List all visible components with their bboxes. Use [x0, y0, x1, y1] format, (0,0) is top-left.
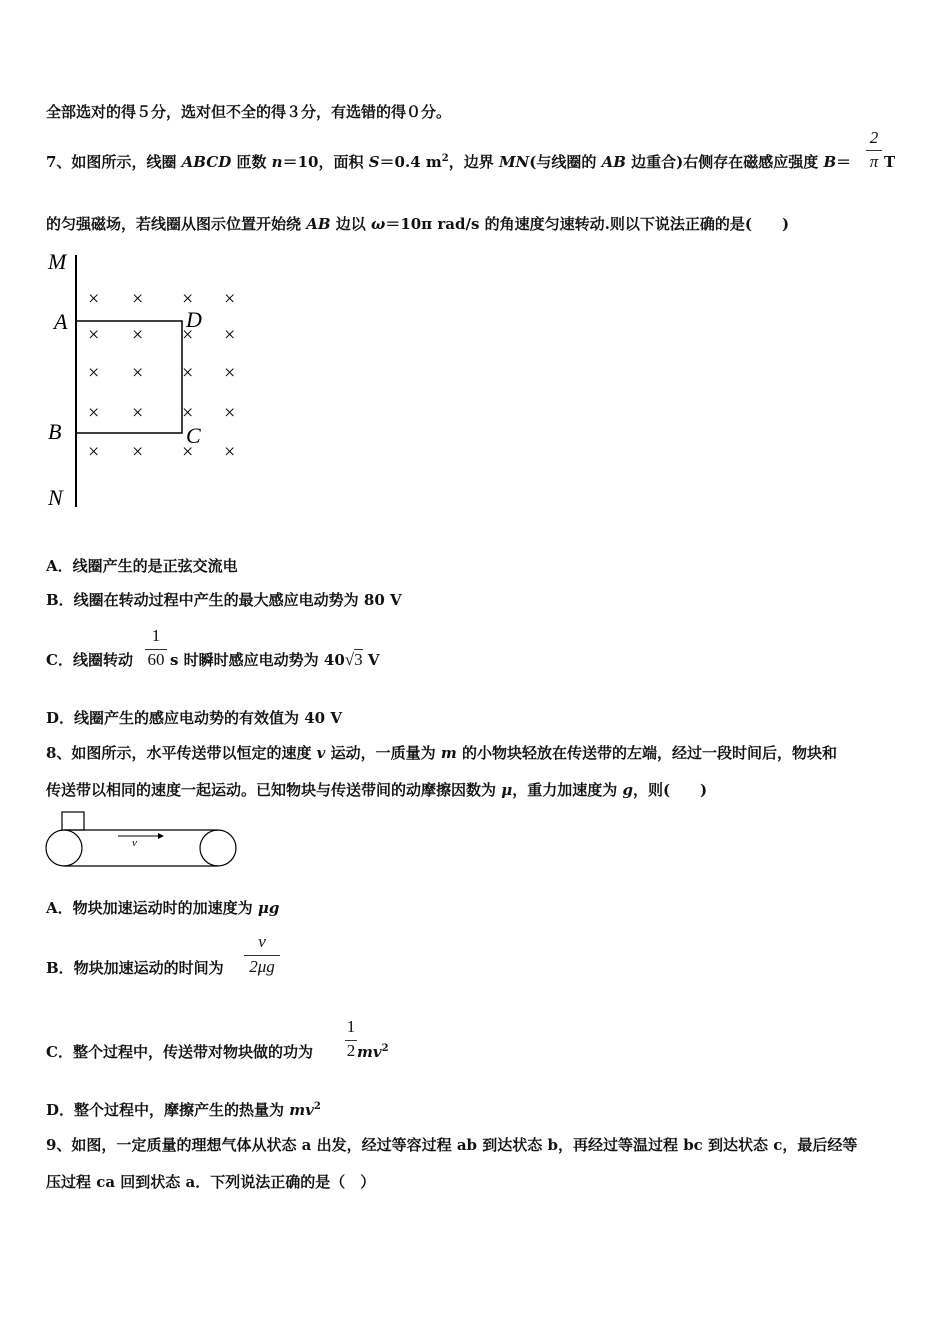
instructions-text: 全部选对的得５分，选对但不全的得３分，有选错的得０分。	[46, 103, 452, 121]
q7-stem-line1: 7、如图所示，线圈 ABCD 匝数 n＝10，面积 S＝0.4 $m^2$，边界 MN(与线圈的 AB 边重合)右侧存在磁感应强度 B＝	[46, 153, 852, 171]
field-cross: ×	[132, 402, 144, 424]
q7-option-c-start: C．线圈转动	[46, 651, 133, 669]
q8-conveyor-figure	[40, 808, 245, 870]
field-cross: ×	[182, 362, 194, 384]
q8-option-b-start: B．物块加速运动的时间为	[46, 959, 224, 977]
field-cross: ×	[132, 288, 144, 310]
field-cross: ×	[224, 362, 236, 384]
label-d: D	[186, 307, 202, 332]
velocity-arrowhead	[158, 833, 164, 839]
right-roller	[200, 830, 236, 866]
field-cross: ×	[88, 324, 100, 346]
q8-stem-line1: 8、如图所示，水平传送带以恒定的速度 v 运动，一质量为 m 的小物块轻放在传送带的左端，经过一段时间后，物块和	[46, 744, 837, 762]
q7-coil-figure	[40, 245, 260, 515]
q8-option-a: A．物块加速运动时的加速度为 μg	[46, 899, 280, 917]
q9-stem-line2: 压过程 ca 回到状态 a．下列说法正确的是（ ）	[46, 1173, 376, 1191]
q7-option-b: B．线圈在转动过程中产生的最大感应电动势为 80 V	[46, 591, 402, 609]
q7-option-a: A．线圈产生的是正弦交流电	[46, 557, 238, 575]
q7-stem-line2: 的匀强磁场，若线圈从图示位置开始绕 AB 边以 ω＝10π rad/s 的角速度匀速转动.则以下说法正确的是( )	[46, 215, 790, 233]
magnetic-field-crosses	[88, 288, 235, 463]
label-m: M	[48, 249, 67, 274]
label-c: C	[186, 423, 201, 448]
q8-stem-line2: 传送带以相同的速度一起运动。已知物块与传送带间的动摩擦因数为 μ，重力加速度为 g，则( )	[46, 781, 708, 799]
block	[62, 812, 84, 830]
q7-unit-tesla: T	[884, 153, 896, 171]
sqrt-symbol: √	[344, 650, 355, 669]
field-cross: ×	[224, 441, 236, 463]
field-cross: ×	[224, 288, 236, 310]
left-roller	[46, 830, 82, 866]
q7-fraction-2-over-pi: 2 π	[866, 128, 882, 174]
q9-stem-line1: 9、如图，一定质量的理想气体从状态 a 出发，经过等容过程 ab 到达状态 b，再经过等温过程 bc 到达状态 c，最后经等	[46, 1136, 858, 1154]
field-cross: ×	[132, 441, 144, 463]
label-b: B	[48, 419, 62, 444]
velocity-label: v	[132, 837, 137, 849]
field-cross: ×	[88, 402, 100, 424]
field-cross: ×	[224, 324, 236, 346]
q8-fraction-one-half: 1 2	[346, 1017, 356, 1060]
q7-option-d: D．线圈产生的感应电动势的有效值为 40 V	[46, 709, 342, 727]
field-cross: ×	[182, 324, 194, 346]
field-cross: ×	[182, 441, 194, 463]
q7-fraction-1-over-60: 1 60	[145, 626, 167, 674]
label-n: N	[48, 485, 63, 510]
q8-fraction-v-over-2mug: v 2μg	[244, 932, 280, 982]
q8-option-d: D．整个过程中，摩擦产生的热量为 $mv^2$	[46, 1101, 321, 1119]
field-cross: ×	[182, 402, 194, 424]
field-cross: ×	[88, 362, 100, 384]
q7-option-c-rest: s 时瞬时感应电动势为 40√3 V	[170, 650, 380, 669]
q8-option-c-start: C．整个过程中，传送带对物块做的功为	[46, 1043, 313, 1061]
label-a: A	[54, 309, 68, 334]
field-cross: ×	[224, 402, 236, 424]
field-cross: ×	[132, 362, 144, 384]
field-cross: ×	[88, 288, 100, 310]
field-cross: ×	[88, 441, 100, 463]
field-cross: ×	[132, 324, 144, 346]
field-cross: ×	[182, 288, 194, 310]
q8-option-c-rest: $mv^2$	[357, 1043, 389, 1061]
